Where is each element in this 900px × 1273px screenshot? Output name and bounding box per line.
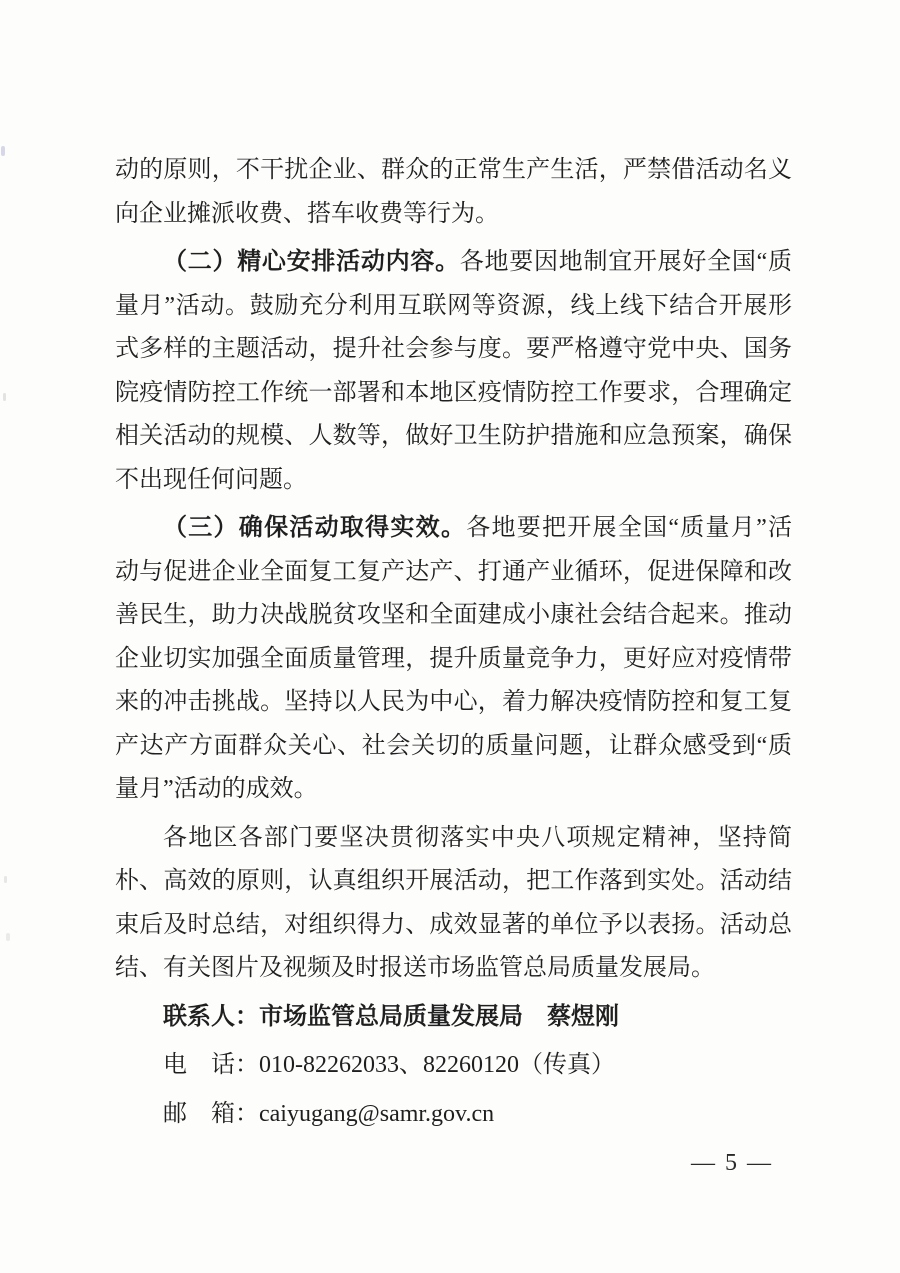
text-segment: 动与促进企业全面复工复产达产、打通产业循环，促进保障和改 <box>115 558 792 585</box>
text-segment: 束后及时总结，对组织得力、成效显著的单位予以表扬。活动总 <box>115 911 792 938</box>
scan-artifact <box>6 933 10 941</box>
para-closing <box>115 817 792 991</box>
text-line <box>115 193 792 237</box>
page-number: — 5 — <box>691 1150 773 1176</box>
text-segment: 向企业摊派收费、搭车收费等行为。 <box>115 200 499 227</box>
text-line <box>115 459 792 503</box>
text-segment: 各地要把开展全国“质量月”活 <box>466 515 793 541</box>
text-segment: 各地要因地制宜开展好全国“质 <box>459 249 793 275</box>
text-line <box>115 681 792 725</box>
text-line <box>115 415 792 459</box>
text-segment: 不出现任何问题。 <box>115 466 307 493</box>
bold-text-segment: （三）确保活动取得实效。 <box>163 515 467 541</box>
scan-artifact <box>3 393 6 401</box>
text-segment: 量月”活动。鼓励充分利用互联网等资源，线上线下结合开展形 <box>115 292 792 319</box>
para-continued <box>115 149 792 236</box>
text-line <box>115 285 792 329</box>
text-line <box>115 507 792 551</box>
document-body <box>115 149 792 1136</box>
text-line <box>115 551 792 595</box>
text-segment: 结、有关图片及视频及时报送市场监管总局质量发展局。 <box>115 955 715 981</box>
text-segment: 院疫情防控工作统一部署和本地区疫情防控工作要求，合理确定 <box>115 379 792 406</box>
text-line <box>115 594 792 638</box>
text-line <box>115 372 792 416</box>
contact-email <box>115 1093 792 1137</box>
text-line <box>115 860 792 904</box>
scan-artifact <box>1 146 5 156</box>
text-line <box>115 241 792 285</box>
para-item-3 <box>115 507 792 812</box>
text-line <box>115 638 792 682</box>
text-line <box>115 1093 792 1137</box>
text-line <box>115 725 792 769</box>
text-line <box>115 1044 792 1088</box>
contact-phone <box>115 1044 792 1088</box>
para-item-2 <box>115 241 792 502</box>
text-segment: 电 话：010-82262033、82260120（传真） <box>163 1052 615 1078</box>
text-line <box>115 947 792 991</box>
text-segment: 善民生，助力决战脱贫攻坚和全面建成小康社会结合起来。推动 <box>115 602 792 628</box>
contact-person <box>115 996 792 1040</box>
text-segment: 来的冲击挑战。坚持以人民为中心，着力解决疫情防控和复工复 <box>115 689 792 715</box>
text-segment: 式多样的主题活动，提升社会参与度。要严格遵守党中央、国务 <box>115 336 792 362</box>
text-line <box>115 904 792 948</box>
text-segment: 相关活动的规模、人数等，做好卫生防护措施和应急预案，确保 <box>115 423 792 449</box>
text-segment: 动的原则，不干扰企业、群众的正常生产生活，严禁借活动名义 <box>115 157 792 183</box>
text-segment: 邮 箱：caiyugang@samr.gov.cn <box>163 1100 495 1127</box>
text-segment: 企业切实加强全面质量管理，提升质量竞争力，更好应对疫情带 <box>115 645 792 672</box>
text-line <box>115 768 792 812</box>
text-line <box>115 996 792 1040</box>
scan-artifact <box>4 876 7 883</box>
text-segment: 各地区各部门要坚决贯彻落实中央八项规定精神，坚持简 <box>163 824 792 851</box>
bold-text-segment: （二）精心安排活动内容。 <box>163 249 460 275</box>
text-segment: 量月”活动的成效。 <box>115 776 318 802</box>
text-line <box>115 328 792 372</box>
text-line <box>115 817 792 861</box>
bold-text-segment: 联系人：市场监管总局质量发展局 蔡煜刚 <box>163 1003 619 1030</box>
text-segment: 产达产方面群众关心、社会关切的质量问题，让群众感受到“质 <box>115 732 792 759</box>
text-segment: 朴、高效的原则，认真组织开展活动，把工作落到实处。活动结 <box>115 868 792 894</box>
text-line <box>115 149 792 193</box>
